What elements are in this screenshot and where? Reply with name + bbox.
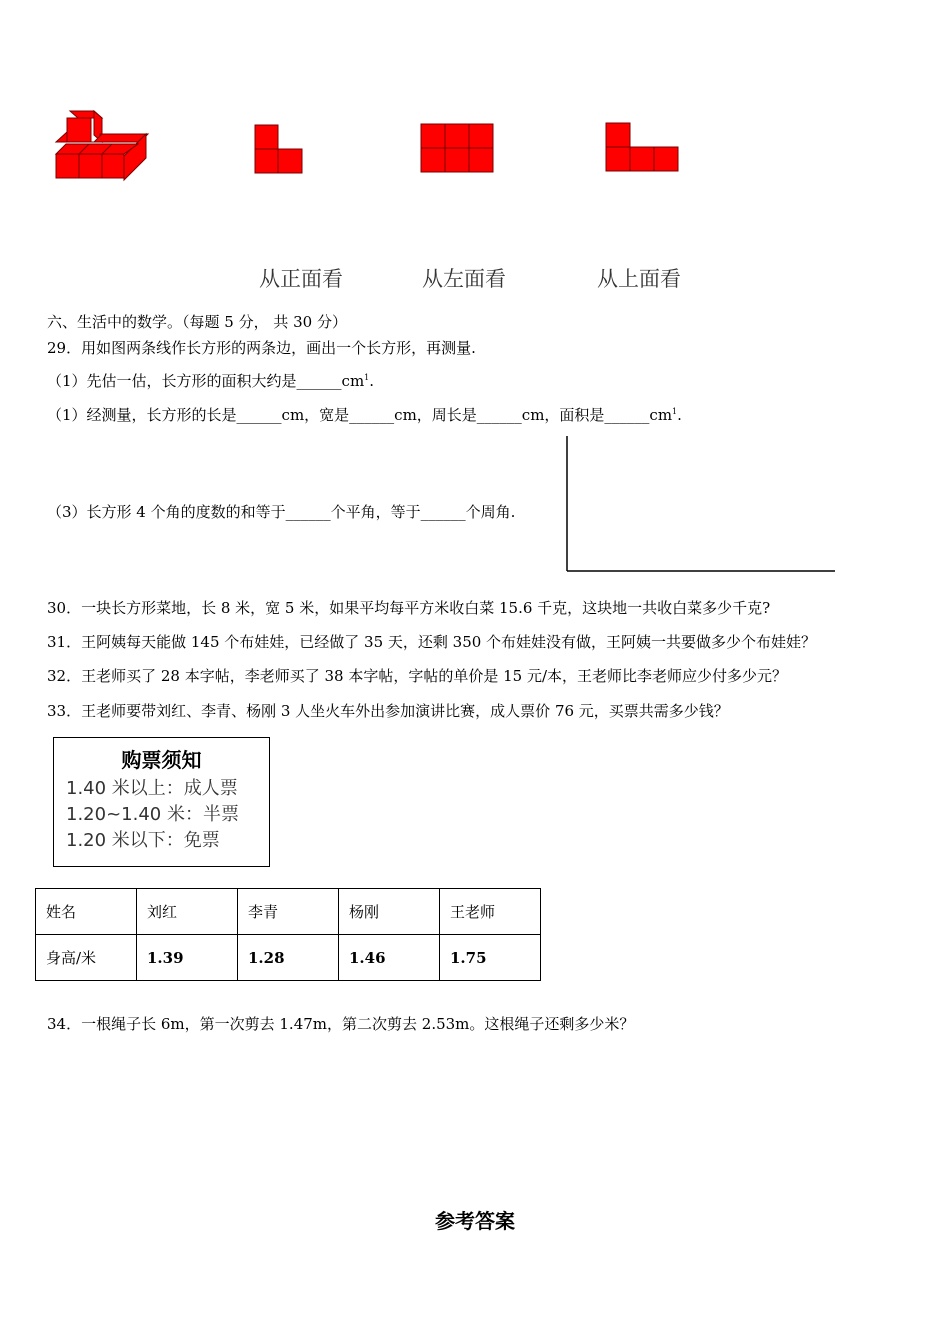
cube-figure: [50, 108, 152, 184]
question-29-stem: 29．用如图两条线作长方形的两条边，画出一个长方形，再测量.: [47, 339, 476, 357]
table-cell: 姓名: [36, 889, 137, 935]
ticket-notice-title: 购票须知: [121, 748, 202, 772]
table-cell: 刘红: [137, 889, 238, 935]
table-cell: 1.46: [339, 935, 440, 981]
table-cell: 李青: [238, 889, 339, 935]
left-view-figure: [420, 123, 494, 173]
question-33: 33．王老师要带刘红、李青、杨刚 3 人坐火车外出参加演讲比赛，成人票价 76 元，买票共需多少钱？: [47, 702, 729, 720]
top-view-figure: [605, 122, 680, 172]
table-row: [36, 889, 541, 935]
left-view-label: 从左面看: [422, 267, 506, 291]
table-cell: 1.75: [440, 935, 541, 981]
table-cell: 1.28: [238, 935, 339, 981]
question-29-part1: （1）先估一估，长方形的面积大约是$\_\_\_\_\_\_cm^1$.: [47, 372, 375, 390]
rectangle-sides-figure: [560, 434, 840, 574]
table-cell: 身高/米: [36, 935, 137, 981]
ticket-rule: 1.20 米以下：免票: [66, 830, 220, 851]
table-cell: 杨刚: [339, 889, 440, 935]
question-34: 34．一根绳子长 6m，第一次剪去 1.47m，第二次剪去 2.53m。这根绳子还剩多少米？: [47, 1015, 635, 1033]
heights-table: [35, 888, 541, 981]
table-cell: 王老师: [440, 889, 541, 935]
ticket-notice-box: [53, 737, 270, 867]
question-29-part3: （3）长方形 4 个角的度数的和等于______个平角，等于______个周角.: [47, 503, 516, 521]
top-view-label: 从上面看: [597, 267, 681, 291]
ticket-rule: 1.20~1.40 米：半票: [66, 804, 239, 825]
front-view-label: 从正面看: [259, 267, 343, 291]
question-31: 31．王阿姨每天能做 145 个布娃娃，已经做了 35 天，还剩 350 个布娃娃没有做，王阿姨一共要做多少个布娃娃？: [47, 633, 817, 651]
table-row: [36, 935, 541, 981]
question-29-part2: （1）经测量，长方形的长是______cm，宽是______cm，周长是______cm，面积是$\_\_\_\_\_\_cm^1$.: [47, 406, 682, 424]
question-32: 32．王老师买了 28 本字帖，李老师买了 38 本字帖，字帖的单价是 15 元/本，王老师比李老师应少付多少元？: [47, 667, 788, 685]
front-view-figure: [254, 124, 304, 174]
section-heading: 六、生活中的数学。（每题 5 分， 共 30 分）: [47, 313, 347, 331]
ticket-rule: 1.40 米以上：成人票: [66, 778, 238, 799]
question-30: 30．一块长方形菜地，长 8 米，宽 5 米，如果平均每平方米收白菜 15.6 千克，这块地一共收白菜多少千克?: [47, 599, 771, 617]
answer-section-title: 参考答案: [435, 1209, 515, 1233]
table-cell: 1.39: [137, 935, 238, 981]
